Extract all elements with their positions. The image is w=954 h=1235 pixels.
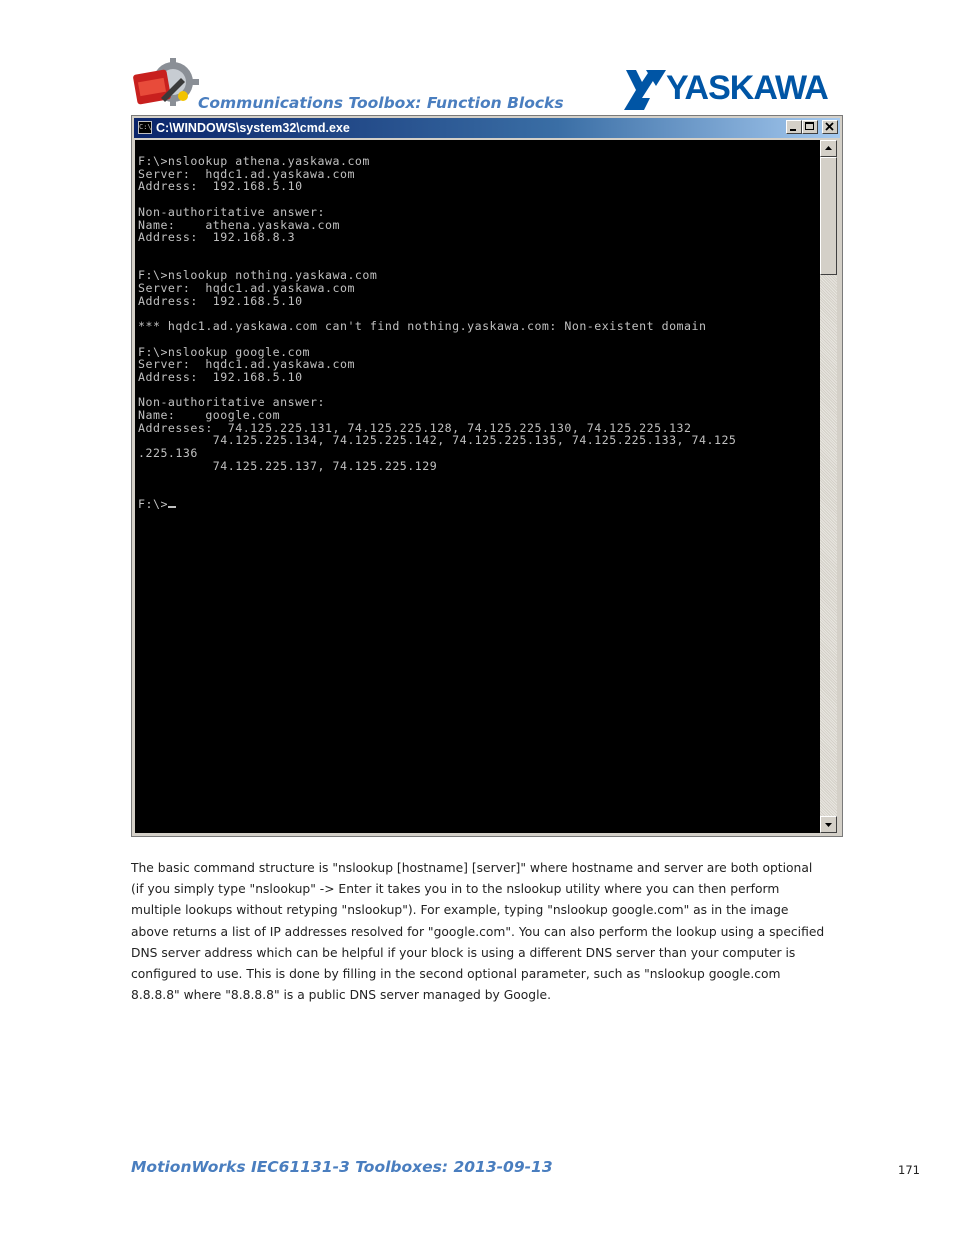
body-line: 8.8.8.8" where "8.8.8.8" is a public DNS server managed by Google.	[131, 988, 551, 1003]
maximize-icon	[803, 121, 817, 133]
cmd-window-title: C:\WINDOWS\system32\cmd.exe	[156, 121, 350, 135]
console-line: Server: hqdc1.ad.yaskawa.com	[138, 357, 355, 372]
body-line: configured to use. This is done by filling in the second optional parameter, such as "nslookup google.com	[131, 967, 781, 982]
body-line: (if you simply type "nslookup" -> Enter it takes you in to the nslookup utility where you can then perform	[131, 882, 780, 897]
minimize-button[interactable]	[786, 120, 802, 134]
body-line: above returns a list of IP addresses resolved for "google.com". You can also perform the lookup using a specified	[131, 924, 825, 939]
console-line: *** hqdc1.ad.yaskawa.com can't find nothing.yaskawa.com: Non-existent domain	[138, 319, 707, 334]
toolbox-logo	[131, 58, 201, 112]
console-line: Server: hqdc1.ad.yaskawa.com	[138, 281, 355, 296]
cmd-titlebar[interactable]	[134, 118, 840, 138]
body-line: multiple lookups without retyping "nslookup"). For example, typing "nslookup google.com" as in the image	[131, 903, 789, 918]
console-line: F:\>nslookup athena.yaskawa.com	[138, 154, 370, 168]
console-line: Name: google.com	[138, 408, 281, 423]
scroll-down-button[interactable]	[820, 816, 837, 833]
scroll-thumb[interactable]	[820, 157, 837, 275]
body-line: DNS server address which can be helpful if your block is using a different DNS server than your computer is	[131, 945, 796, 960]
minimize-icon	[787, 121, 801, 133]
vertical-scrollbar[interactable]	[820, 140, 837, 833]
console-line: Address: 192.168.5.10	[138, 369, 303, 384]
console-line: Address: 192.168.5.10	[138, 293, 303, 308]
console-line: Addresses: 74.125.225.131, 74.125.225.128, 74.125.225.130, 74.125.225.132	[138, 420, 692, 435]
console-line: Address: 192.168.8.3	[138, 230, 296, 245]
console-line: Name: athena.yaskawa.com	[138, 217, 340, 232]
console-line: F:\>nslookup google.com	[138, 344, 311, 359]
text-cursor	[168, 506, 176, 508]
body-line: The basic command structure is "nslookup [hostname] [server]" where hostname and server are both optional	[131, 861, 813, 875]
console-line: Non-authoritative answer:	[138, 395, 326, 410]
brand-wordmark: YASKAWA	[666, 69, 828, 107]
arrow-up-icon	[821, 141, 836, 156]
console-line: F:\>nslookup nothing.yaskawa.com	[138, 268, 378, 283]
console-output[interactable]	[135, 140, 820, 833]
page-number: 171	[898, 1163, 920, 1177]
console-line: 74.125.225.134, 74.125.225.142, 74.125.225.135, 74.125.225.133, 74.125	[138, 433, 737, 448]
cmd-window	[131, 115, 843, 837]
header-title: Communications Toolbox: Function Blocks	[198, 94, 564, 112]
console-line: Non-authoritative answer:	[138, 204, 326, 219]
console-line: F:\>	[138, 496, 168, 511]
footer-title: MotionWorks IEC61131-3 Toolboxes: 2013-09-13	[131, 1158, 553, 1176]
close-button[interactable]	[822, 120, 838, 134]
yaskawa-logo	[622, 66, 844, 112]
console-line: Address: 192.168.5.10	[138, 179, 303, 194]
arrow-down-icon	[821, 817, 836, 832]
close-icon	[823, 121, 837, 133]
console-line: 74.125.225.137, 74.125.225.129	[138, 458, 438, 473]
console-line: .225.136	[138, 446, 198, 461]
console-text	[135, 140, 820, 511]
body-paragraph	[131, 858, 847, 1006]
scroll-up-button[interactable]	[820, 140, 837, 157]
maximize-button[interactable]	[802, 120, 818, 134]
console-line: Server: hqdc1.ad.yaskawa.com	[138, 166, 355, 181]
console-icon: C:\	[138, 121, 152, 134]
